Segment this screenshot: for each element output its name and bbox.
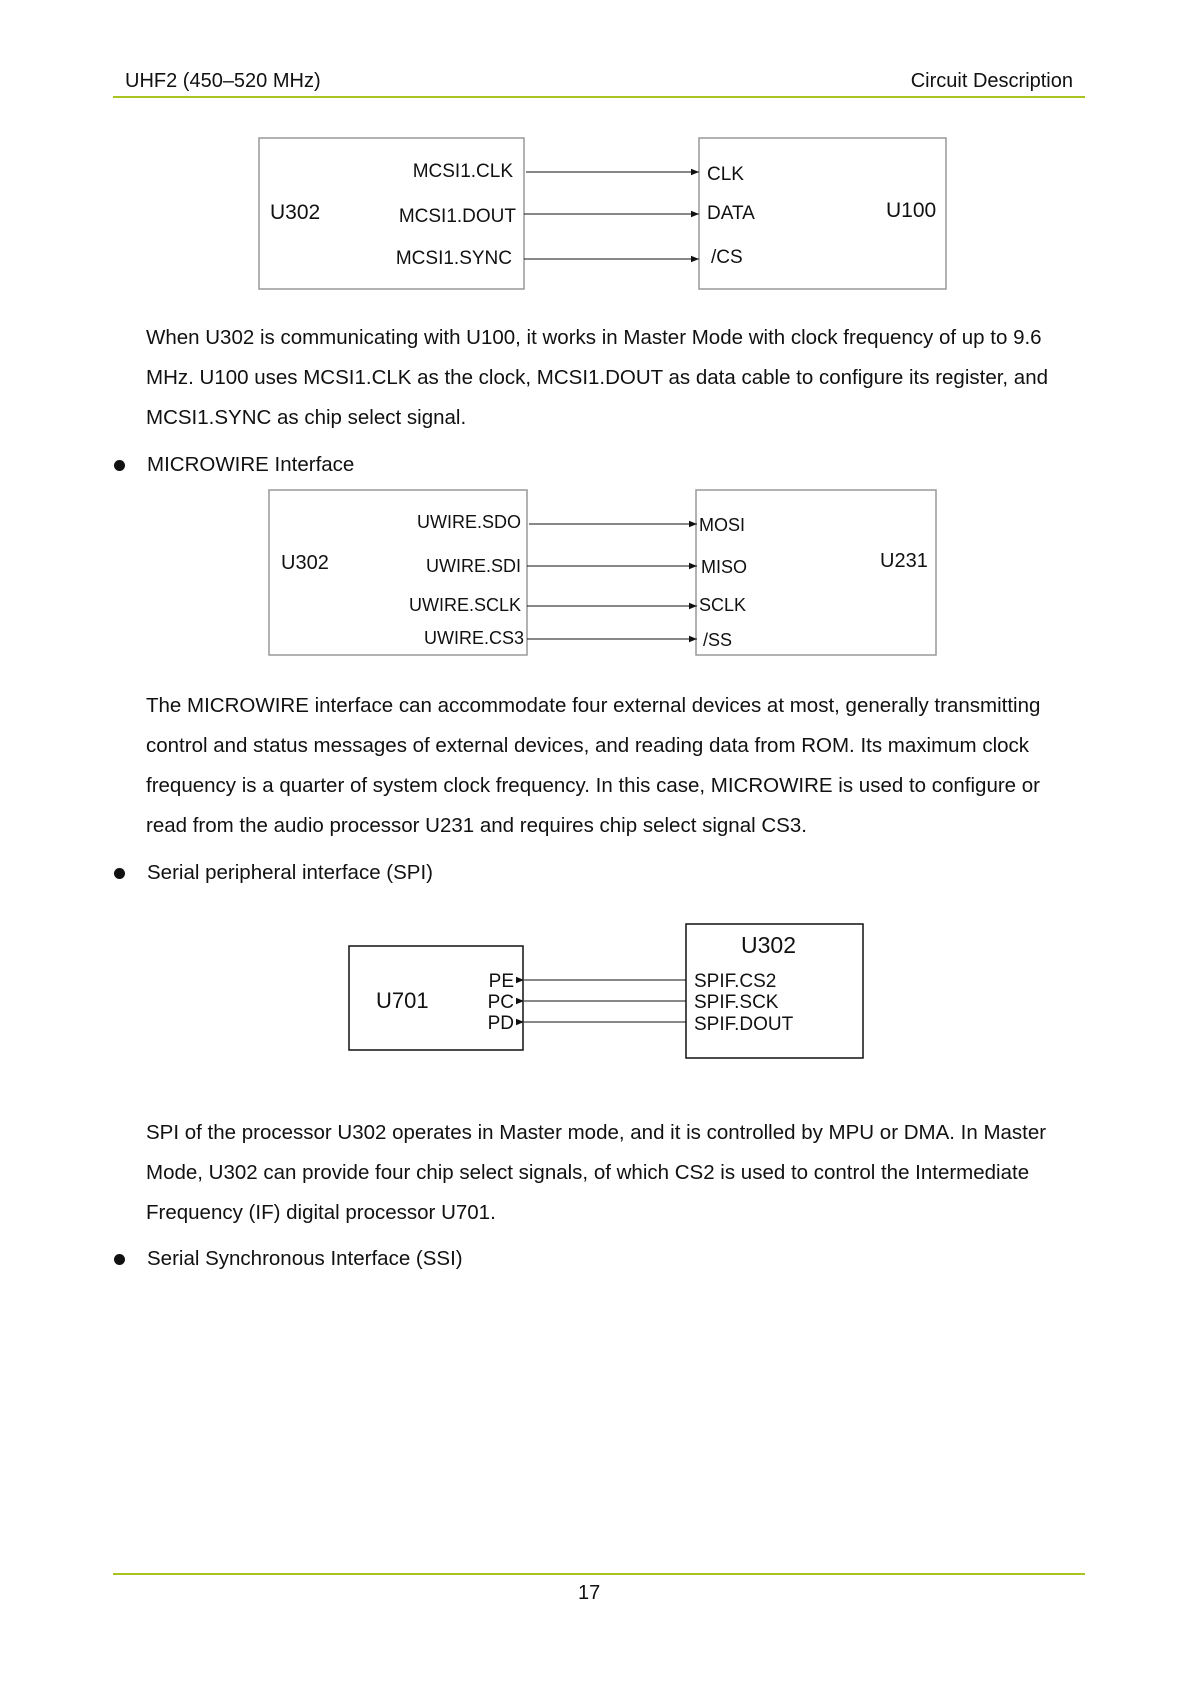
paragraph-line: frequency is a quarter of system clock frequency. In this case, MICROWIRE is used to configure or bbox=[146, 774, 1041, 797]
bullet-microwire-label: MICROWIRE Interface bbox=[147, 453, 355, 476]
page-number: 17 bbox=[578, 1582, 601, 1604]
paragraph-line: When U302 is communicating with U100, it works in Master Mode with clock frequency of up to 9.6 bbox=[146, 326, 1042, 349]
spi-right-block-label: U302 bbox=[741, 932, 796, 958]
mcsi-pin-clk-source: MCSI1.CLK bbox=[412, 161, 513, 182]
header-right-title: Circuit Description bbox=[910, 70, 1073, 92]
paragraph-line: Frequency (IF) digital processor U701. bbox=[146, 1201, 496, 1224]
paragraph-line: control and status messages of external devices, and reading data from ROM. Its maximum clock bbox=[146, 734, 1030, 757]
mcsi-pin-dout-source: MCSI1.DOUT bbox=[398, 206, 516, 227]
bullet-spi-label: Serial peripheral interface (SPI) bbox=[147, 861, 433, 884]
spi-left-block-label: U701 bbox=[376, 988, 429, 1013]
paragraph-microwire bbox=[146, 686, 1091, 846]
paragraph-line: read from the audio processor U231 and requires chip select signal CS3. bbox=[146, 814, 807, 837]
mcsi-left-block-label: U302 bbox=[270, 201, 321, 224]
spi-pin-dout: SPIF.DOUT bbox=[694, 1014, 794, 1035]
uwire-pin-ss-target: /SS bbox=[703, 630, 733, 650]
bullet-ssi-label: Serial Synchronous Interface (SSI) bbox=[147, 1247, 463, 1270]
bullet-ssi bbox=[114, 1247, 463, 1271]
mcsi-pin-cs-target: /CS bbox=[711, 247, 743, 268]
bullet-dot-icon bbox=[114, 1254, 125, 1265]
uwire-pin-mosi-target: MOSI bbox=[699, 515, 746, 535]
spi-pin-cs2: SPIF.CS2 bbox=[694, 971, 777, 992]
paragraph-line: MCSI1.SYNC as chip select signal. bbox=[146, 406, 467, 429]
spi-pin-pe: PE bbox=[488, 971, 514, 992]
bullet-microwire bbox=[114, 453, 354, 477]
paragraph-line: The MICROWIRE interface can accommodate four external devices at most, generally transmitting bbox=[146, 694, 1041, 717]
paragraph-mcsi bbox=[146, 318, 1091, 438]
spi-pin-pc: PC bbox=[487, 992, 514, 1013]
paragraph-line: SPI of the processor U302 operates in Master mode, and it is controlled by MPU or DMA. In Master bbox=[146, 1121, 1047, 1144]
uwire-pin-sclk-target: SCLK bbox=[699, 595, 747, 615]
bullet-dot-icon bbox=[114, 460, 125, 471]
uwire-pin-miso-target: MISO bbox=[701, 557, 748, 577]
mcsi-pin-clk-target: CLK bbox=[707, 164, 744, 185]
spi-pin-sck: SPIF.SCK bbox=[694, 992, 779, 1013]
uwire-pin-sdo-source: UWIRE.SDO bbox=[416, 512, 521, 532]
uwire-right-block-label: U231 bbox=[880, 550, 928, 572]
bullet-spi bbox=[114, 861, 433, 885]
header-left-title: UHF2 (450–520 MHz) bbox=[125, 70, 321, 92]
paragraph-line: MHz. U100 uses MCSI1.CLK as the clock, MCSI1.DOUT as data cable to configure its register, and bbox=[146, 366, 1049, 389]
mcsi-right-block-label: U100 bbox=[886, 199, 937, 222]
mcsi-pin-sync-source: MCSI1.SYNC bbox=[395, 248, 512, 269]
paragraph-spi bbox=[146, 1113, 1091, 1233]
footer-rule bbox=[113, 1573, 1085, 1575]
bullet-dot-icon bbox=[114, 868, 125, 879]
mcsi-pin-data-target: DATA bbox=[707, 203, 755, 224]
uwire-pin-sdi-source: UWIRE.SDI bbox=[425, 556, 521, 576]
spi-pin-pd: PD bbox=[487, 1013, 514, 1034]
uwire-pin-sclk-source: UWIRE.SCLK bbox=[408, 595, 521, 615]
paragraph-line: Mode, U302 can provide four chip select signals, of which CS2 is used to control the Intermediate bbox=[146, 1161, 1030, 1184]
uwire-left-block-label: U302 bbox=[281, 552, 329, 574]
uwire-pin-cs3-source: UWIRE.CS3 bbox=[423, 628, 524, 648]
